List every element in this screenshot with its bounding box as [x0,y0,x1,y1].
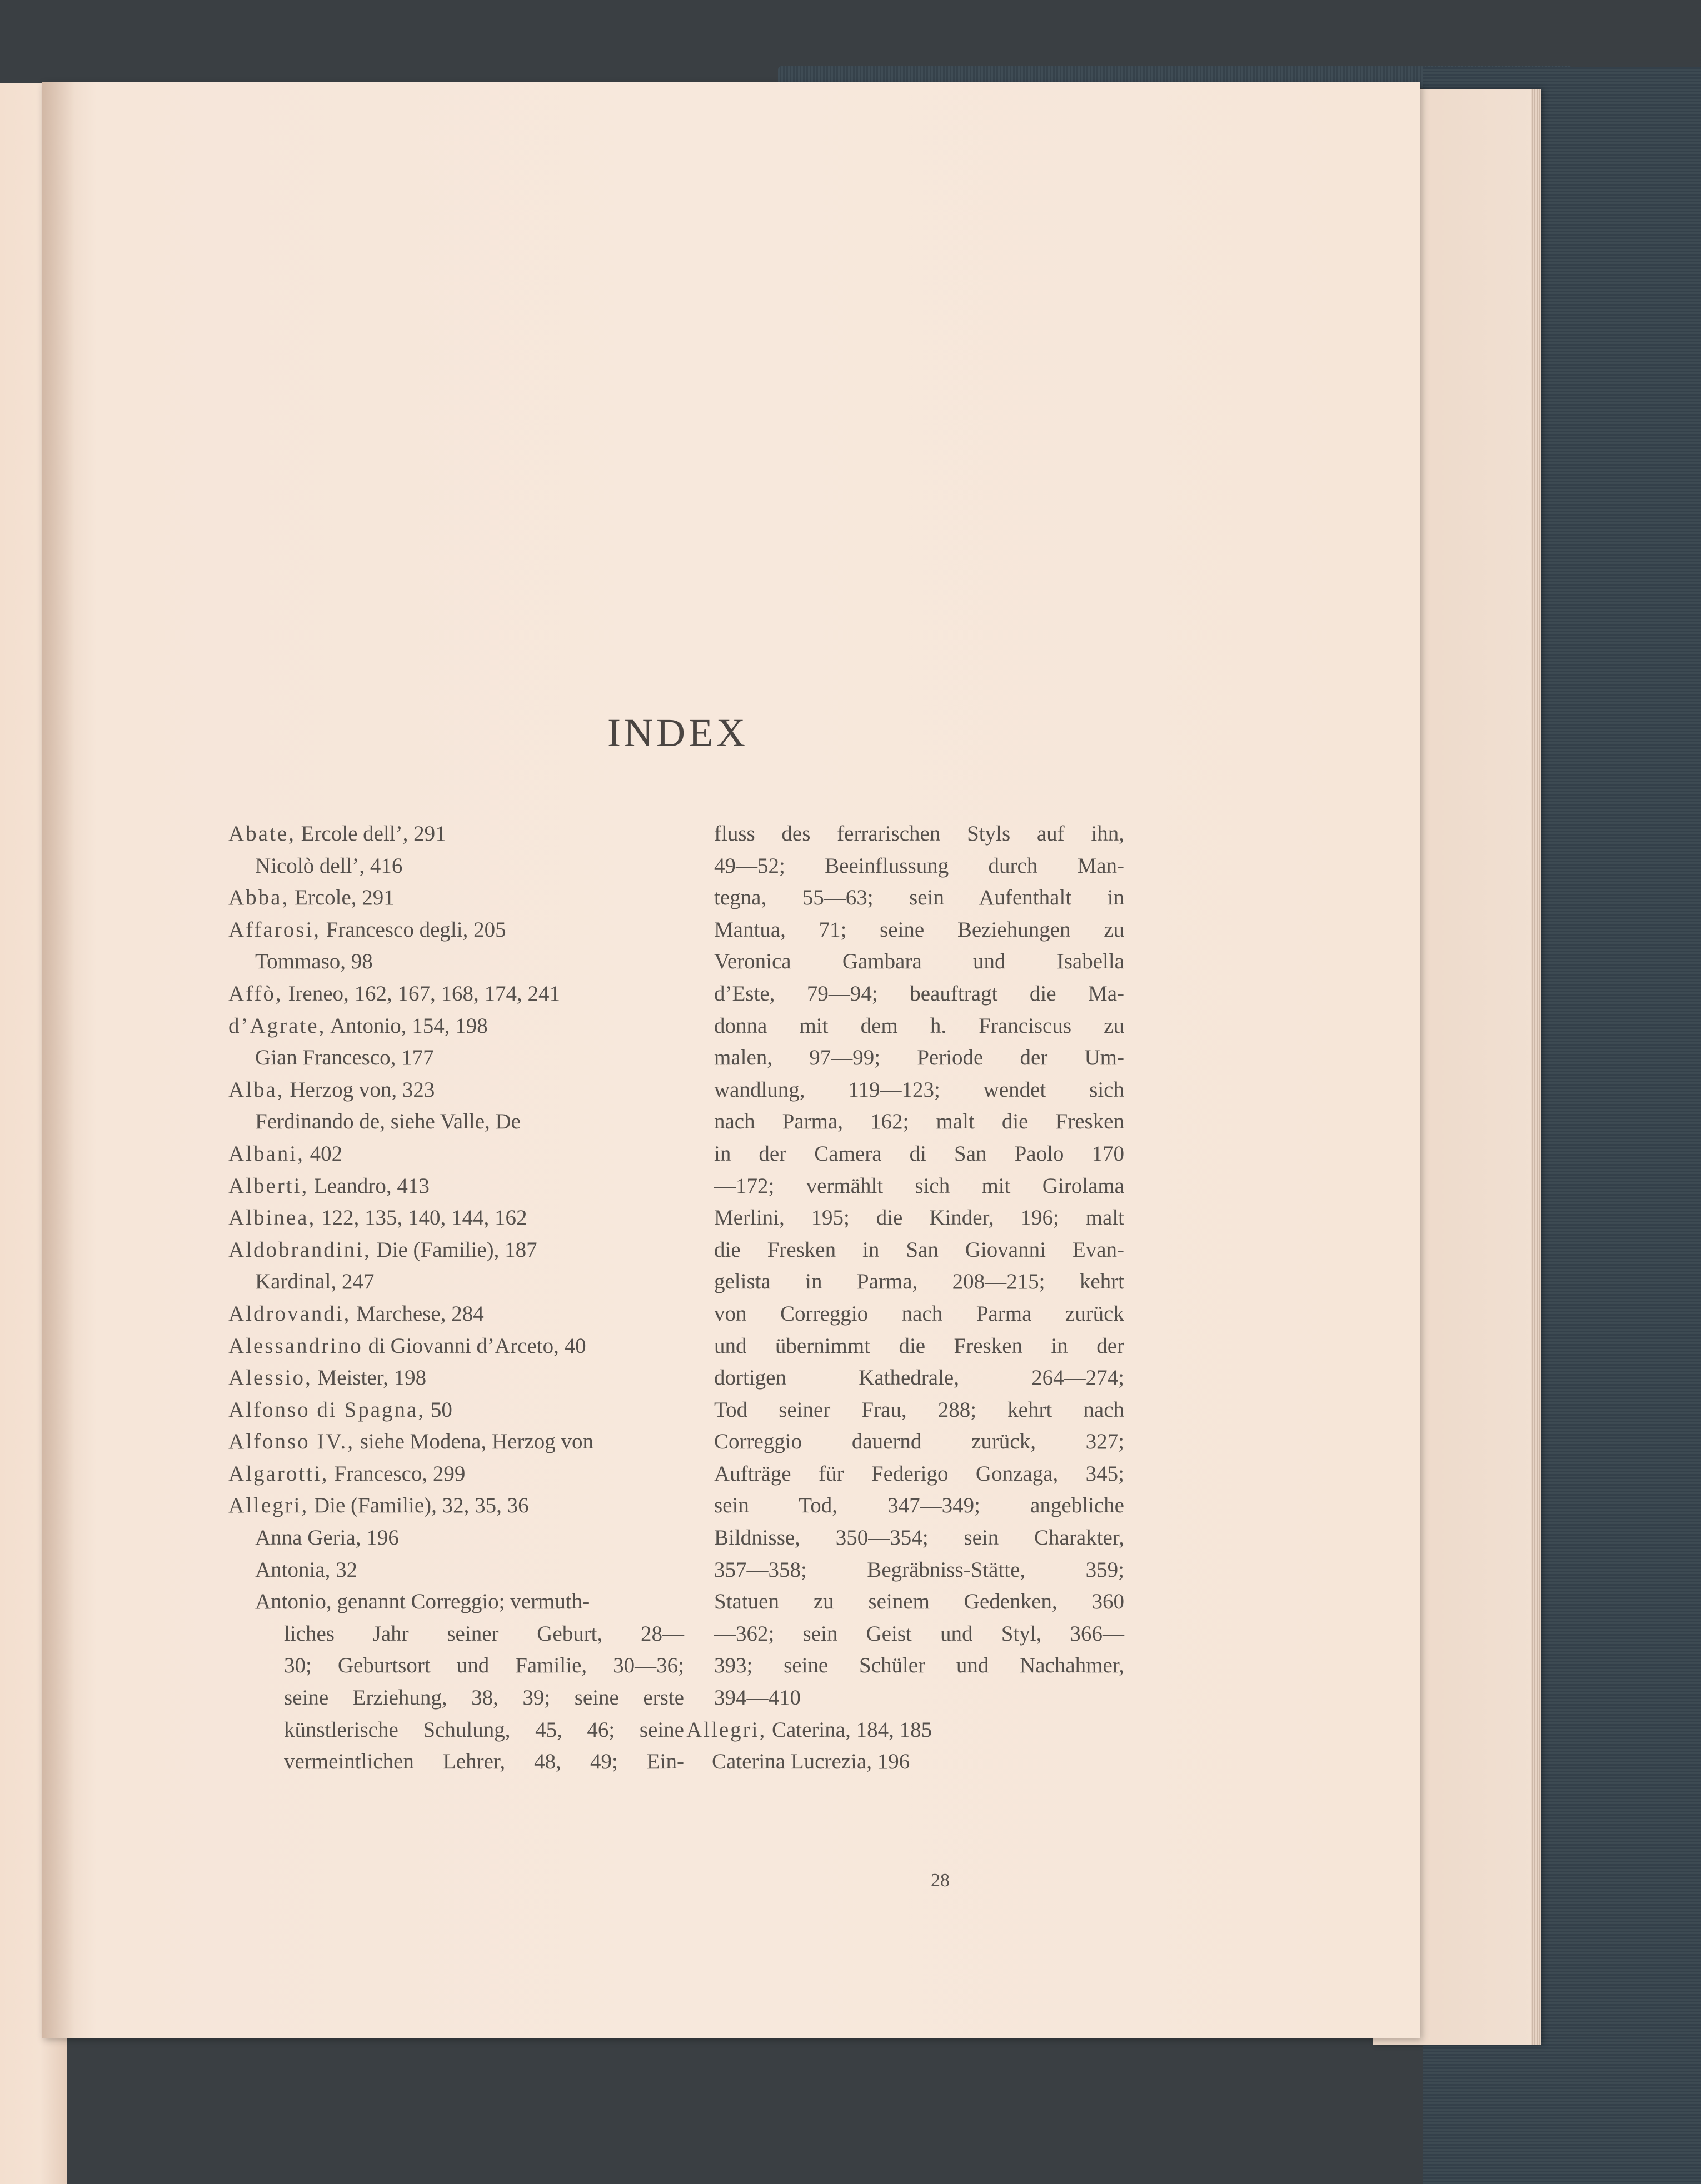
index-entry [228,1362,684,1394]
entry-text: Meister, 198 [317,1366,427,1390]
index-continuation [670,1426,1124,1458]
index-entry [228,978,684,1010]
entry-text: tegna, 55—63; sein Aufenthalt in [714,886,1124,910]
index-page [42,82,1420,2038]
index-continuation [670,1170,1124,1202]
entry-name: Alfonso di Spagna, [228,1397,426,1422]
entry-text: Ireneo, 162, 167, 168, 174, 241 [288,981,561,1006]
entry-text: wandlung, 119—123; wendet sich [714,1077,1124,1102]
entry-text: liches Jahr seiner Geburt, 28— [284,1621,684,1646]
index-continuation [670,1010,1124,1042]
entry-text: dortigen Kathedrale, 264—274; [714,1366,1124,1390]
entry-text: Die (Familie), 32, 35, 36 [313,1493,529,1518]
index-entry [228,1202,684,1234]
page-title: INDEX [607,711,749,755]
entry-name: Allegri, [686,1717,767,1742]
index-continuation [670,1202,1124,1234]
index-continuation [228,1682,684,1714]
entry-text: Ferdinando de, siehe Valle, De [255,1110,521,1134]
index-entry [228,1138,684,1170]
entry-name: Alba, [228,1077,285,1102]
entry-text: 393; seine Schüler und Nachahmer, [714,1653,1124,1678]
index-entry [228,1458,684,1490]
entry-text: donna mit dem h. Franciscus zu [714,1013,1124,1038]
index-subentry [228,1106,684,1138]
index-subentry [228,850,684,882]
index-entry [228,914,684,946]
index-continuation [670,1042,1124,1074]
index-continuation [670,1554,1124,1586]
entry-name: Algarotti, [228,1461,329,1486]
entry-text: Marchese, 284 [356,1301,484,1326]
index-continuation [670,1650,1124,1682]
entry-text: nach Parma, 162; malt die Fresken [714,1110,1124,1134]
index-subentry [228,1586,684,1618]
index-continuation [670,914,1124,946]
entry-text: Merlini, 195; die Kinder, 196; malt [714,1206,1124,1230]
index-continuation [670,1458,1124,1490]
gutter-shadow [42,82,75,2038]
entry-name: Alessio, [228,1366,312,1390]
index-continuation [670,818,1124,850]
index-continuation [670,882,1124,914]
index-continuation [670,1394,1124,1426]
index-entry [228,1234,684,1266]
entry-text: vermeintlichen Lehrer, 48, 49; Ein- [284,1750,684,1774]
index-subentry [228,1266,684,1298]
index-continuation [228,1714,684,1746]
index-continuation [670,1298,1124,1330]
entry-text: fluss des ferrarischen Styls auf ihn, [714,822,1124,846]
entry-text: Antonia, 32 [255,1557,358,1582]
index-subentry [670,1746,1124,1778]
index-continuation [670,946,1124,978]
entry-text: siehe Modena, Herzog von [360,1430,593,1454]
entry-text: Tod seiner Frau, 288; kehrt nach [714,1397,1124,1422]
index-entry [228,882,684,914]
index-entry [228,1330,684,1362]
entry-text: 394—410 [714,1686,801,1710]
index-continuation [670,1074,1124,1106]
index-subentry [228,1042,684,1074]
index-continuation [670,1682,1124,1714]
entry-text: 30; Geburtsort und Familie, 30—36; [284,1653,684,1678]
index-entry [228,1074,684,1106]
entry-text: Caterina, 184, 185 [771,1717,932,1742]
index-continuation [670,1138,1124,1170]
entry-name: d’Agrate, [228,1013,326,1038]
entry-text: —172; vermählt sich mit Girolama [714,1173,1124,1198]
index-entry [228,1010,684,1042]
entry-name: Abba, [228,886,290,910]
entry-text: di Giovanni d’Arceto, 40 [368,1333,586,1358]
entry-text: künstlerische Schulung, 45, 46; seine [284,1717,684,1742]
entry-text: 122, 135, 140, 144, 162 [321,1206,527,1230]
index-continuation [670,1586,1124,1618]
index-entry [228,1426,684,1458]
entry-text: d’Este, 79—94; beauftragt die Ma- [714,981,1124,1006]
entry-text: Antonio, 154, 198 [330,1013,488,1038]
index-subentry [228,1522,684,1554]
entry-text: Ercole, 291 [294,886,395,910]
entry-text: Anna Geria, 196 [255,1526,399,1550]
index-continuation [670,978,1124,1010]
entry-text: Nicolò dell’, 416 [255,853,403,878]
entry-text: in der Camera di San Paolo 170 [714,1141,1124,1166]
index-entry [228,1170,684,1202]
index-continuation [670,1362,1124,1394]
entry-text: Die (Familie), 187 [376,1237,537,1262]
index-entry [228,818,684,850]
entry-text: Mantua, 71; seine Beziehungen zu [714,917,1124,942]
entry-name: Albani, [228,1141,305,1166]
entry-text: 49—52; Beeinflussung durch Man- [714,853,1124,878]
entry-name: Alfonso IV., [228,1430,355,1454]
index-entry [228,1394,684,1426]
entry-text: Herzog von, 323 [290,1077,435,1102]
entry-name: Alberti, [228,1173,309,1198]
index-entry [670,1714,1124,1746]
index-continuation [670,1618,1124,1650]
entry-text: Aufträge für Federigo Gonzaga, 345; [714,1461,1124,1486]
entry-text: Antonio, genannt Correggio; vermuth- [255,1590,590,1614]
entry-text: Gian Francesco, 177 [255,1046,434,1070]
entry-text: seine Erziehung, 38, 39; seine erste [284,1686,684,1710]
index-continuation [670,1266,1124,1298]
page-edges [1531,89,1541,2045]
index-continuation [670,1330,1124,1362]
index-continuation [670,1106,1124,1138]
entry-name: Albinea, [228,1206,316,1230]
index-continuation [228,1746,684,1778]
index-entry [228,1490,684,1522]
entry-name: Aldobrandini, [228,1237,371,1262]
entry-text: malen, 97—99; Periode der Um- [714,1046,1124,1070]
entry-text: die Fresken in San Giovanni Evan- [714,1237,1124,1262]
entry-text: von Correggio nach Parma zurück [714,1301,1124,1326]
entry-text: Bildnisse, 350—354; sein Charakter, [714,1526,1124,1550]
entry-text: Ercole dell’, 291 [301,822,446,846]
index-subentry [228,946,684,978]
entry-text: gelista in Parma, 208—215; kehrt [714,1270,1124,1294]
entry-text: Veronica Gambara und Isabella [714,949,1124,974]
entry-text: Leandro, 413 [313,1173,430,1198]
entry-text: Correggio dauernd zurück, 327; [714,1430,1124,1454]
index-continuation [670,850,1124,882]
page-number: 28 [931,1870,950,1891]
entry-name: Alessandrino [228,1333,363,1358]
index-continuation [670,1490,1124,1522]
index-column-left [228,818,684,1778]
index-continuation [670,1234,1124,1266]
entry-text: Tommaso, 98 [255,949,373,974]
entry-text: Caterina Lucrezia, 196 [712,1750,910,1774]
index-subentry [228,1554,684,1586]
entry-text: —362; sein Geist und Styl, 366— [714,1621,1124,1646]
entry-name: Allegri, [228,1493,309,1518]
entry-name: Abate, [228,822,296,846]
entry-text: Kardinal, 247 [255,1270,375,1294]
index-continuation [228,1650,684,1682]
index-continuation [670,1522,1124,1554]
entry-text: sein Tod, 347—349; angebliche [714,1493,1124,1518]
entry-text: und übernimmt die Fresken in der [714,1333,1124,1358]
entry-name: Aldrovandi, [228,1301,351,1326]
entry-text: 50 [430,1397,452,1422]
entry-name: Affò, [228,981,283,1006]
entry-text: Francesco, 299 [334,1461,466,1486]
entry-text: Francesco degli, 205 [326,917,506,942]
index-entry [228,1298,684,1330]
entry-text: 402 [310,1141,343,1166]
entry-text: Statuen zu seinem Gedenken, 360 [714,1590,1124,1614]
entry-text: 357—358; Begräbniss-Stätte, 359; [714,1557,1124,1582]
entry-name: Affarosi, [228,917,321,942]
index-continuation [228,1618,684,1650]
index-column-right [670,818,1124,1778]
